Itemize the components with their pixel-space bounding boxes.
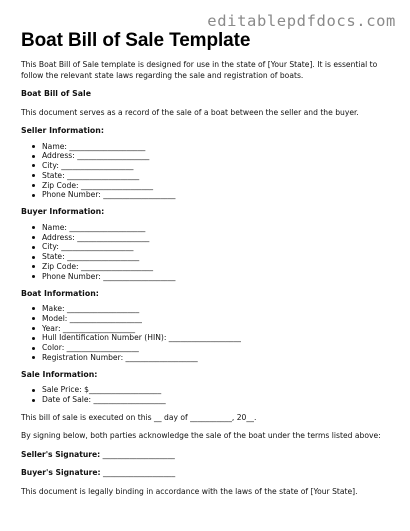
sale-date-field: Date of Sale: ___________________	[42, 395, 391, 405]
legal-footer: This document is legally binding in accordance with the laws of the state of [Your State].	[21, 486, 358, 496]
buyer-address-field: Address: ___________________	[42, 233, 391, 243]
seller-zip-field: Zip Code: ___________________	[42, 181, 391, 191]
document-body	[21, 30, 391, 497]
boat-model-field: Model: ___________________	[42, 314, 391, 324]
intro-paragraph: This Boat Bill of Sale template is designed for use in the state of [Your State]. It is essential to follow the relevant state laws regarding the sale and registration of boats.	[21, 60, 378, 80]
sale-fields	[21, 385, 391, 405]
buyer-name-field: Name: ____________________	[42, 223, 391, 233]
boat-year-field: Year: ___________________	[42, 324, 391, 334]
seller-section-title: Seller Information:	[21, 126, 104, 135]
buyer-city-field: City: ___________________	[42, 242, 391, 252]
sale-section-title: Sale Information:	[21, 369, 98, 379]
seller-state-field: State: ___________________	[42, 171, 391, 181]
boat-color-field: Color: ___________________	[42, 343, 391, 353]
execution-statement: This bill of sale is executed on this __ day of ___________, 20__.	[21, 412, 257, 422]
seller-name-field: Name: ____________________	[42, 142, 391, 152]
purpose-paragraph: This document serves as a record of the sale of a boat between the seller and the buyer.	[21, 107, 359, 117]
bill-of-sale-heading: Boat Bill of Sale	[21, 89, 91, 98]
watermark: editablepdfdocs.com	[207, 12, 396, 30]
boat-registration-field: Registration Number: ___________________	[42, 353, 391, 363]
seller-fields	[21, 142, 391, 201]
buyer-fields	[21, 223, 391, 282]
boat-section-title: Boat Information:	[21, 288, 99, 298]
seller-phone-field: Phone Number: ___________________	[42, 190, 391, 200]
sale-price-field: Sale Price: $___________________	[42, 385, 391, 395]
seller-signature-blank: ___________________	[102, 449, 175, 459]
buyer-phone-field: Phone Number: ___________________	[42, 272, 391, 282]
boat-fields	[21, 304, 391, 363]
seller-city-field: City: ___________________	[42, 161, 391, 171]
seller-signature-line	[21, 450, 391, 461]
acknowledgement-paragraph: By signing below, both parties acknowledge the sale of the boat under the terms listed above:	[21, 431, 381, 441]
document-title: Boat Bill of Sale Template	[21, 30, 251, 51]
seller-address-field: Address: ___________________	[42, 151, 391, 161]
buyer-state-field: State: ___________________	[42, 252, 391, 262]
buyer-signature-blank: ___________________	[102, 468, 176, 478]
boat-hin-field: Hull Identification Number (HIN): ___________________	[42, 333, 391, 343]
boat-make-field: Make: ___________________	[42, 304, 391, 314]
seller-signature-label: Seller's Signature:	[21, 449, 101, 459]
buyer-section-title: Buyer Information:	[21, 207, 105, 217]
buyer-zip-field: Zip Code: ___________________	[42, 262, 391, 272]
buyer-signature-line	[21, 468, 391, 479]
buyer-signature-label: Buyer's Signature:	[21, 468, 101, 478]
